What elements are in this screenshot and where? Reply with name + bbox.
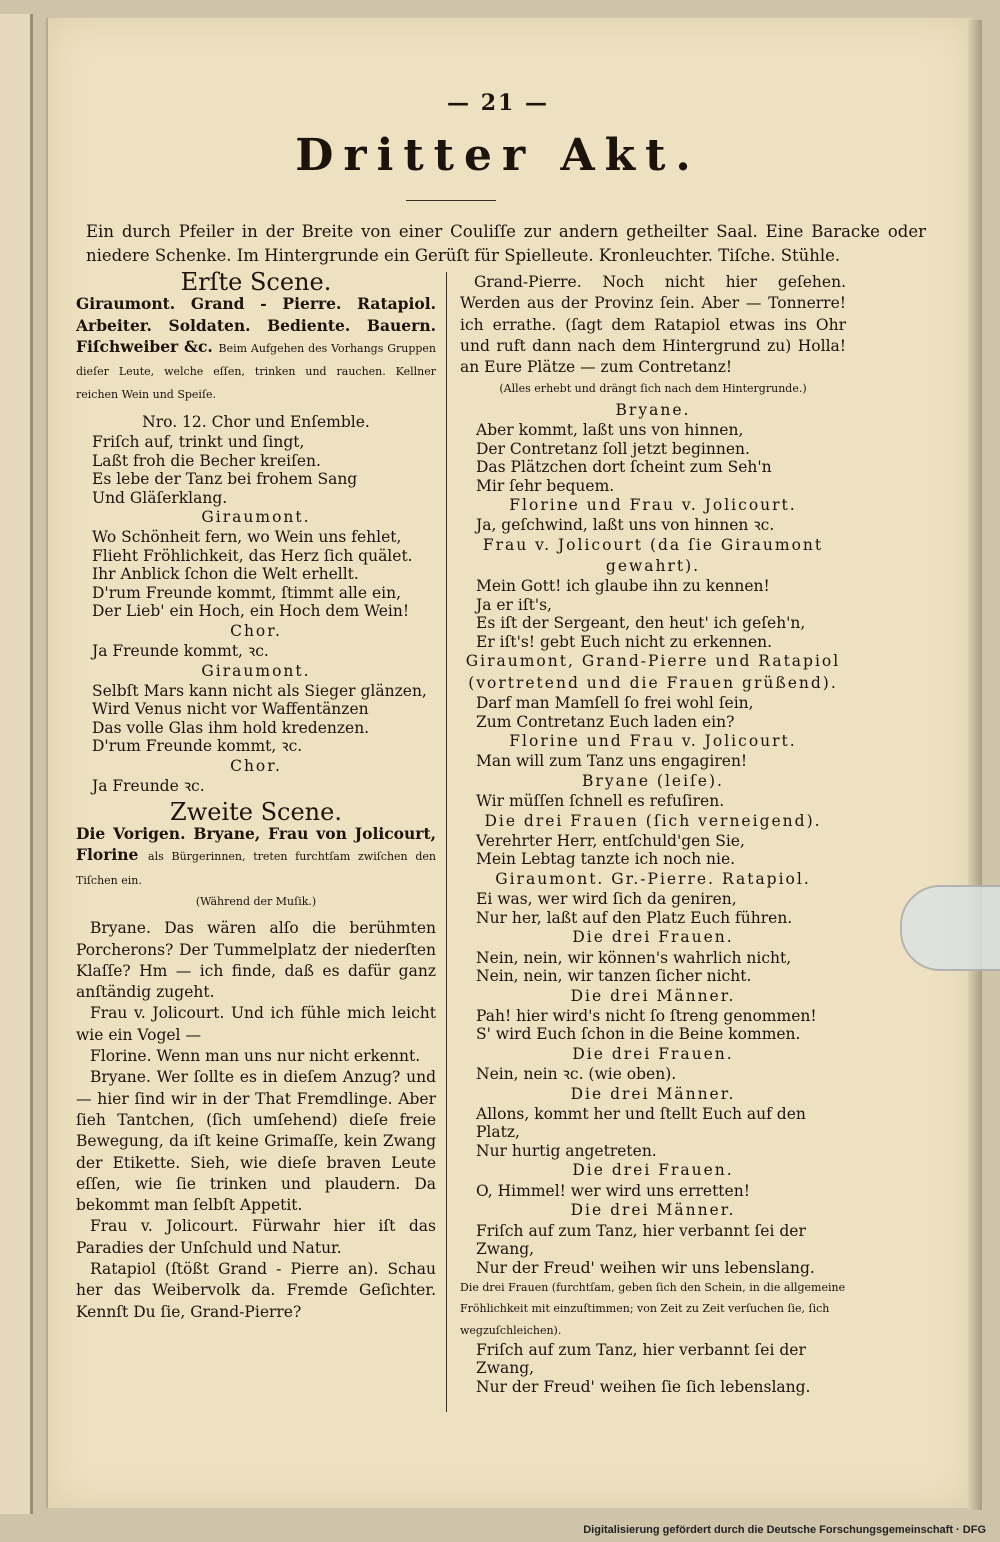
previous-page-edge xyxy=(0,14,33,1514)
speaker-label: Bryane (leiſe). xyxy=(582,771,724,790)
verse-line: Ihr Anblick ſchon die Welt erhellt. xyxy=(92,565,359,584)
dialogue-paragraph: Bryane. Das wären alſo die berühmten Porcherons? Der Tummelplatz der niederſten Klaſſe? Hm — ich finde, daß es dafür ganz anſtändig zugeht. xyxy=(76,919,436,1002)
verse-line: Das volle Glas ihm hold kredenzen. xyxy=(92,718,370,737)
verse-line: Nur der Freud' weihen wir uns lebenslang. xyxy=(476,1258,815,1277)
verse-line: Laßt froh die Becher kreiſen. xyxy=(92,451,321,470)
stage-direction-intro: Ein durch Pfeiler in der Breite von einer Couliſſe zur andern getheilter Saal. Eine Baracke oder niedere Schenke. Im Hintergrunde ein Gerüſt für Spielleute. Kronleuchter. Tiſche. Stühle. xyxy=(86,222,926,265)
speaker-label: Die drei Männer. xyxy=(570,1201,736,1220)
verse-line: O, Himmel! wer wird uns erretten! xyxy=(476,1181,750,1200)
verse-line: S' wird Euch ſchon in die Beine kommen. xyxy=(476,1025,801,1044)
verse-line: Mir ſehr bequem. xyxy=(476,476,615,495)
verse-line: Ja Freunde kommt, ꝛc. xyxy=(92,642,269,661)
scene2-cast xyxy=(76,823,436,891)
page-number: — 21 — xyxy=(447,90,549,116)
footer-credit: Digitalisierung gefördert durch die Deutsche Forschungsgemeinschaft · DFG xyxy=(583,1524,986,1536)
verse-line: Selbſt Mars kann nicht als Sieger glänzen, xyxy=(92,681,427,700)
speaker-label: Florine und Frau v. Jolicourt. xyxy=(509,732,797,751)
dialogue-paragraph: Ratapiol (ſtößt Grand - Pierre an). Schau her das Weibervolk da. Fremde Geſichter. Kennſt Du ſie, Grand-Pierre? xyxy=(76,1260,436,1321)
speaker-label: Giraumont. xyxy=(201,508,311,527)
scene1-cast-names: Giraumont. Grand - Pierre. Ratapiol. Arbeiter. Soldaten. Bediente. Bauern. Fiſchweiber &c. xyxy=(76,294,436,356)
verse-line: Der Lieb' ein Hoch, ein Hoch dem Wein! xyxy=(92,602,410,621)
verse-line: Nur der Freud' weihen ſie ſich lebenslang. xyxy=(476,1377,811,1396)
dialogue-paragraph: Florine. Wenn man uns nur nicht erkennt. xyxy=(90,1047,421,1066)
verse-line: Mein Lebtag tanzte ich noch nie. xyxy=(476,850,736,869)
scene1-cast-note: Beim Aufgehen des Vorhangs Gruppen dieſer Leute, welche eſſen, trinken und rauchen. Kellner reichen Wein und Speiſe. xyxy=(76,341,437,402)
verse-line: Wir müſſen ſchnell es refuſiren. xyxy=(476,792,725,811)
speaker-label: Florine und Frau v. Jolicourt. xyxy=(509,496,797,515)
dialogue-paragraph: Frau v. Jolicourt. Und ich fühle mich leicht wie ein Vogel — xyxy=(76,1004,436,1044)
scene-title-1: Erſte Scene. xyxy=(180,268,332,296)
verse-line: Allons, kommt her und ſtellt Euch auf den Platz, xyxy=(476,1104,806,1142)
verse-line: Und Gläſerklang. xyxy=(92,488,228,507)
verse-line: Ei was, wer wird ſich da geniren, xyxy=(476,890,737,909)
verse-line: Friſch auf zum Tanz, hier verbannt ſei der Zwang, xyxy=(476,1340,806,1378)
speaker-label: Die drei Männer. xyxy=(570,1084,736,1103)
verse-line: Flieht Fröhlichkeit, das Herz ſich quälet. xyxy=(92,546,413,565)
verse-line: Zum Contretanz Euch laden ein? xyxy=(476,712,735,731)
speaker-label: Die drei Frauen. xyxy=(572,1161,734,1180)
number-heading: Nro. 12. Chor und Enſemble. xyxy=(142,412,370,431)
verse-line: D'rum Freunde kommt, ſtimmt alle ein, xyxy=(92,583,402,602)
speaker-label: Die drei Frauen. xyxy=(572,1044,734,1063)
verse-line: Ja Freunde ꝛc. xyxy=(92,777,205,796)
speaker-label: Die drei Frauen (furchtſam, geben ſich den Schein, in die allgemeine Fröhlichkeit mit einzuſtimmen; von Zeit zu Zeit verſuchen ſie, ſich wegzuſchleichen). xyxy=(460,1281,846,1337)
verse-line: Das Plätzchen dort ſcheint zum Seh'n xyxy=(476,458,772,477)
speaker-label: Giraumont, Grand-Pierre und Ratapiol (vortretend und die Frauen grüßend). xyxy=(465,652,841,692)
verse-line: Pah! hier wird's nicht ſo ſtreng genommen! xyxy=(476,1006,817,1025)
verse-line: Mein Gott! ich glaube ihn zu kennen! xyxy=(476,577,770,596)
act-title: Dritter Akt. xyxy=(295,130,701,181)
verse-line: Aber kommt, laßt uns von hinnen, xyxy=(476,421,744,440)
verse-line: Es iſt der Sergeant, den heut' ich geſeh'n, xyxy=(476,614,806,633)
verse-line: Nein, nein ꝛc. (wie oben). xyxy=(476,1065,677,1084)
verse-line: Verehrter Herr, entſchuld'gen Sie, xyxy=(476,831,745,850)
page-edge xyxy=(968,20,982,1510)
column-divider xyxy=(446,272,447,1412)
verse-line: Der Contretanz ſoll jetzt beginnen. xyxy=(476,439,750,458)
verse-line: Es lebe der Tanz bei frohem Sang xyxy=(92,470,358,489)
speaker-label: Giraumont. Gr.-Pierre. Ratapiol. xyxy=(495,869,811,888)
verse-giraumont-2 xyxy=(76,682,436,756)
speaker-label: Bryane. xyxy=(615,400,691,419)
verse-line: Man will zum Tanz uns engagiren! xyxy=(476,752,748,771)
verse-line: Ja, geſchwind, laßt uns von hinnen ꝛc. xyxy=(476,516,775,535)
dialogue-paragraph: Frau v. Jolicourt. Fürwahr hier iſt das Paradies der Unſchuld und Natur. xyxy=(76,1217,436,1257)
title-rule xyxy=(406,200,496,201)
speaker-label: Die drei Frauen (ſich verneigend). xyxy=(484,811,822,830)
verse-giraumont-1 xyxy=(76,528,436,621)
scene-title-2: Zweite Scene. xyxy=(170,797,342,826)
right-column xyxy=(460,272,846,1396)
dialogue-paragraph: Bryane. Wer ſollte es in dieſem Anzug? und — hier ſind wir in der That Fremdlinge. Aber ſieh Tantchen, (ſich umſehend) dieſe freie Bewegung, da iſt keine Grimaſſe, kein Zwang der Etikette. Sieh, wie dieſe braven Leute eſſen, wie ſie trinken und plaudern. Da bekommt man ſelbſt Appetit. xyxy=(76,1068,436,1215)
book-page xyxy=(46,18,972,1508)
stage-direction: (Alles erhebt und drängt ſich nach dem Hintergrunde.) xyxy=(499,382,807,396)
verse-line: Er iſt's! gebt Euch nicht zu erkennen. xyxy=(476,632,773,651)
verse-line: Ja er iſt's, xyxy=(476,595,552,614)
scene1-cast xyxy=(76,293,436,405)
scan-glare-overlay xyxy=(900,885,1000,971)
scene2-cast-names: Die Vorigen. Bryane, Frau von Jolicourt, Florine xyxy=(76,824,436,865)
left-column xyxy=(76,268,437,1323)
verse-line: Nur her, laßt auf den Platz Euch führen. xyxy=(476,908,793,927)
verse-line: Friſch auf zum Tanz, hier verbannt ſei der Zwang, xyxy=(476,1221,806,1259)
verse-line: D'rum Freunde kommt, ꝛc. xyxy=(92,737,303,756)
speaker-label: Frau v. Jolicourt (da ſie Giraumont gewahrt). xyxy=(482,535,824,576)
speaker-label: Chor. xyxy=(230,756,282,775)
verse-line: Darf man Mamſell ſo frei wohl ſein, xyxy=(476,694,754,713)
speaker-label: Die drei Männer. xyxy=(570,986,736,1005)
speaker-label: Chor. xyxy=(230,621,282,640)
scene2-cast-note: als Bürgerinnen, treten furchtſam zwiſchen den Tiſchen ein. xyxy=(76,850,436,887)
verse-line: Wo Schönheit fern, wo Wein uns fehlet, xyxy=(92,528,402,547)
dialogue-paragraph: Grand-Pierre. Noch nicht hier geſehen. Werden aus der Provinz ſein. Aber — Tonnerre! ich errathe. (ſagt dem Ratapiol etwas ins Ohr und ruft dann nach dem Hintergrund zu) Holla! an Eure Plätze — zum Contretanz! xyxy=(460,273,846,377)
verse-line: Wird Venus nicht vor Waffentänzen xyxy=(92,700,369,719)
verse-line: Nein, nein, wir tanzen ſicher nicht. xyxy=(476,967,752,986)
speaker-label: Die drei Frauen. xyxy=(572,928,734,947)
verse-line: Nein, nein, wir können's wahrlich nicht, xyxy=(476,948,792,967)
verse-line: Friſch auf, trinkt und ſingt, xyxy=(92,433,305,452)
verse-line: Nur hurtig angetreten. xyxy=(476,1141,657,1160)
verse-chorus xyxy=(76,433,436,507)
stage-direction: (Während der Muſik.) xyxy=(195,894,317,908)
speaker-label: Giraumont. xyxy=(201,661,311,680)
